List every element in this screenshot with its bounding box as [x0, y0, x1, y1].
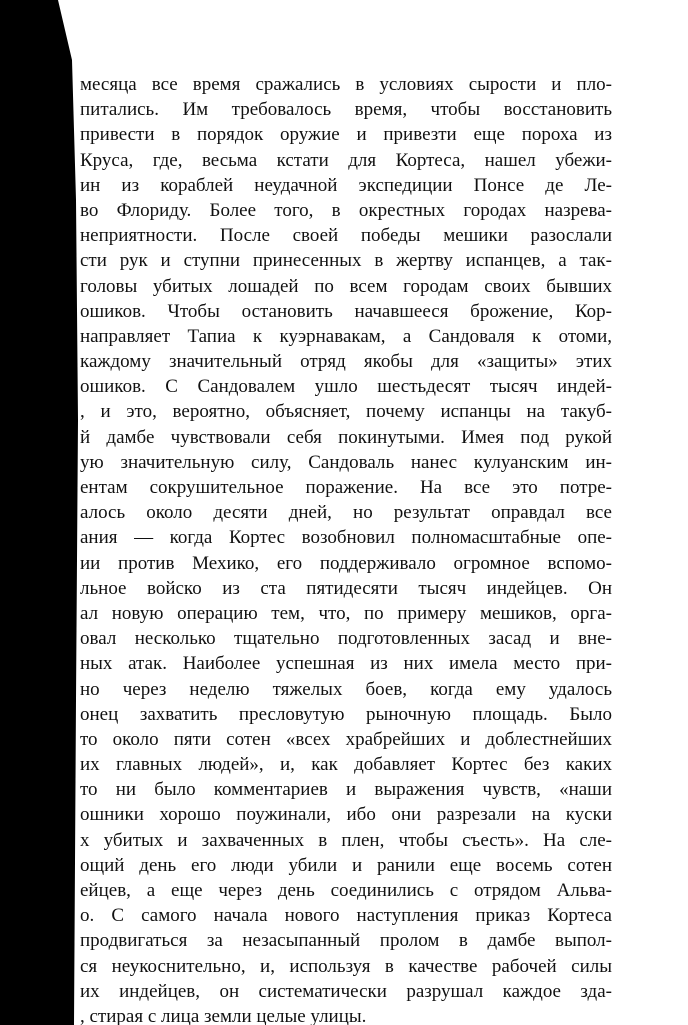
page-text [80, 72, 612, 1025]
text-line: ошиков. Чтобы остановить начавшееся брожение, Кор- [80, 300, 612, 322]
text-line: х убитых и захваченных в плен, чтобы съесть». На сле- [80, 829, 612, 851]
text-line: овал несколько тщательно подготовленных засад и вне- [80, 628, 612, 650]
text-line: Круса, где, весьма кстати для Кортеса, нашел убежи- [80, 149, 612, 171]
scan-edge-shadow [0, 0, 78, 1025]
text-line: питались. Им требовалось время, чтобы восстановить [80, 99, 612, 121]
text-line: ентам сокрушительное поражение. На все это потре- [80, 477, 612, 498]
text-line: ии против Мехико, его поддерживало огромное вспомо- [80, 552, 612, 574]
text-line: но через неделю тяжелых боев, когда ему удалось [80, 678, 612, 700]
text-line: алось около десяти дней, но результат оправдал все [80, 502, 612, 524]
text-line: ощий день его люди убили и ранили еще восемь сотен [80, 854, 612, 876]
text-line: неприятности. После своей победы мешики разослали [80, 225, 612, 247]
text-line: льное войско из ста пятидесяти тысяч индейцев. Он [80, 577, 612, 599]
text-line: сти рук и ступни принесенных в жертву испанцев, а так- [80, 250, 612, 272]
text-line: головы убитых лошадей по всем городам своих бывших [80, 275, 612, 297]
text-line: , и это, вероятно, объясняет, почему испанцы на такуб- [80, 401, 612, 423]
text-line: их главных людей», и, как добавляет Кортес без каких [80, 754, 612, 776]
text-line: ошиков. С Сандовалем ушло шестьдесят тысяч индей- [80, 376, 612, 398]
text-line: ал новую операцию тем, что, по примеру мешиков, орга- [80, 602, 612, 624]
text-line: то ни было комментариев и выражения чувств, «наши [80, 779, 612, 801]
text-line: о. С самого начала нового наступления приказ Кортеса [80, 905, 612, 927]
text-line: направляет Тапиа к куэрнавакам, а Сандоваля к отоми, [80, 325, 612, 347]
text-line: ошники хорошо поужинали, ибо они разрезали на куски [80, 804, 612, 826]
text-line: ин из кораблей неудачной экспедиции Понсе де Ле- [80, 174, 612, 196]
text-line: ных атак. Наиболее успешная из них имела место при- [80, 653, 612, 675]
text-line: каждому значительный отряд якобы для «защиты» этих [80, 351, 612, 373]
text-line: ую значительную силу, Сандоваль нанес кулуанским ин- [80, 451, 612, 473]
text-line: ания — когда Кортес возобновил полномасштабные опе- [80, 527, 612, 549]
text-line: продвигаться за незасыпанный пролом в дамбе выпол- [80, 930, 612, 952]
text-line: их индейцев, он систематически разрушал каждое зда- [80, 980, 612, 1002]
text-line: й дамбе чувствовали себя покинутыми. Имея под рукой [80, 426, 612, 448]
text-line: ейцев, а еще через день соединились с отрядом Альва- [80, 880, 612, 901]
text-line: месяца все время сражались в условиях сырости и пло- [80, 74, 612, 95]
text-line: ся неукоснительно, и, используя в качестве рабочей силы [80, 955, 612, 977]
text-line: онец захватить пресловутую рыночную площадь. Было [80, 703, 612, 725]
text-line: привести в порядок оружие и привезти еще пороха из [80, 124, 612, 146]
text-line: , стирая с лица земли целые улицы. [80, 1005, 367, 1025]
text-line: во Флориду. Более того, в окрестных городах назрева- [80, 199, 612, 221]
text-line: то около пяти сотен «всех храбрейших и доблестнейших [80, 728, 612, 750]
